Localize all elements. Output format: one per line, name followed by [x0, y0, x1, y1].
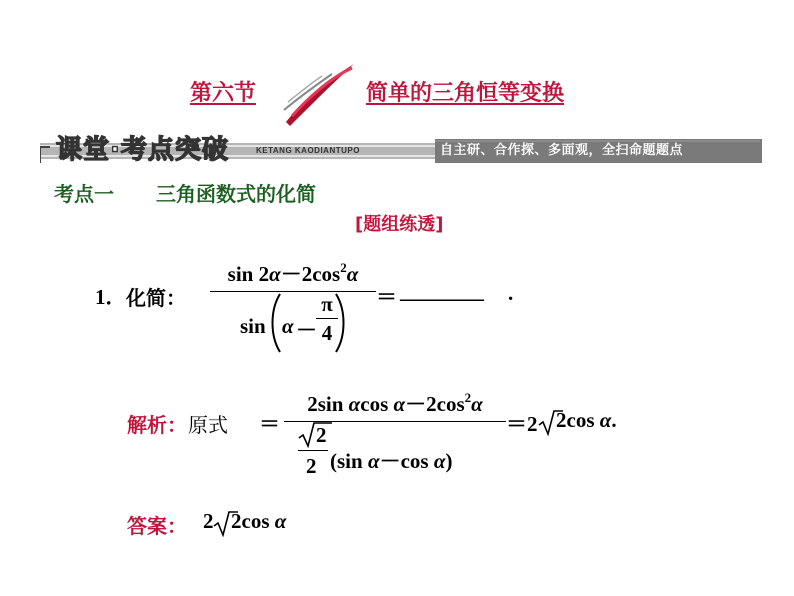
left-paren	[268, 292, 282, 354]
pi-numerator: π	[321, 292, 333, 316]
answer-blank: ________	[400, 279, 484, 303]
group-tag: [题组练透]	[355, 214, 444, 235]
solution-lhs: 原式	[188, 413, 228, 437]
banner-slogan: 自主研、合作探、多面观，全扫命题题点	[440, 143, 684, 158]
pi-denominator: 4	[321, 321, 333, 345]
solution-label: 解析：	[127, 413, 187, 437]
section-number: 第六节	[190, 81, 257, 106]
solution-denominator-paren: (sin α－cos α)	[330, 449, 453, 473]
solution-result: ＝2	[506, 412, 538, 436]
den-alpha: α	[282, 314, 294, 338]
problem-fraction	[210, 258, 376, 292]
answer-coef: 2	[203, 509, 214, 533]
right-paren	[334, 292, 348, 354]
answer-label: 答案：	[127, 514, 187, 538]
problem-denominator-sin: sin	[240, 314, 266, 338]
problem-prompt: 化简：	[126, 286, 186, 310]
problem-number: 1．	[95, 285, 127, 309]
banner-pinyin: KETANG KAODIANTUPO	[256, 146, 360, 155]
solution-fraction	[284, 388, 506, 422]
den-minus: －	[296, 318, 317, 342]
problem-equals: ＝	[376, 285, 397, 309]
problem-numerator: $\sin 2\alpha-2\cos^2\alpha$	[227, 260, 359, 286]
topic-title: 三角函数式的化简	[156, 182, 316, 206]
sqrt-radicand: 2	[316, 423, 327, 447]
solution-result-tail: 2cos α.	[556, 408, 617, 432]
brush-stroke-decoration	[282, 62, 358, 128]
fraction-bar	[210, 291, 376, 292]
solution-equals: ＝	[259, 412, 280, 436]
answer-tail: 2cos α	[231, 509, 287, 533]
section-title: 简单的三角恒等变换	[366, 81, 565, 106]
sqrt-denominator: 2	[306, 454, 317, 478]
banner-title: 课堂·考点突破	[56, 135, 229, 165]
sqrt-fraction-bar	[298, 450, 328, 451]
lesson-banner	[40, 133, 762, 167]
problem-period: .	[508, 281, 514, 305]
solution-numerator: 2sin αcos $\alpha-2\cos^2\alpha$	[307, 390, 483, 416]
topic-label: 考点一	[54, 182, 114, 206]
